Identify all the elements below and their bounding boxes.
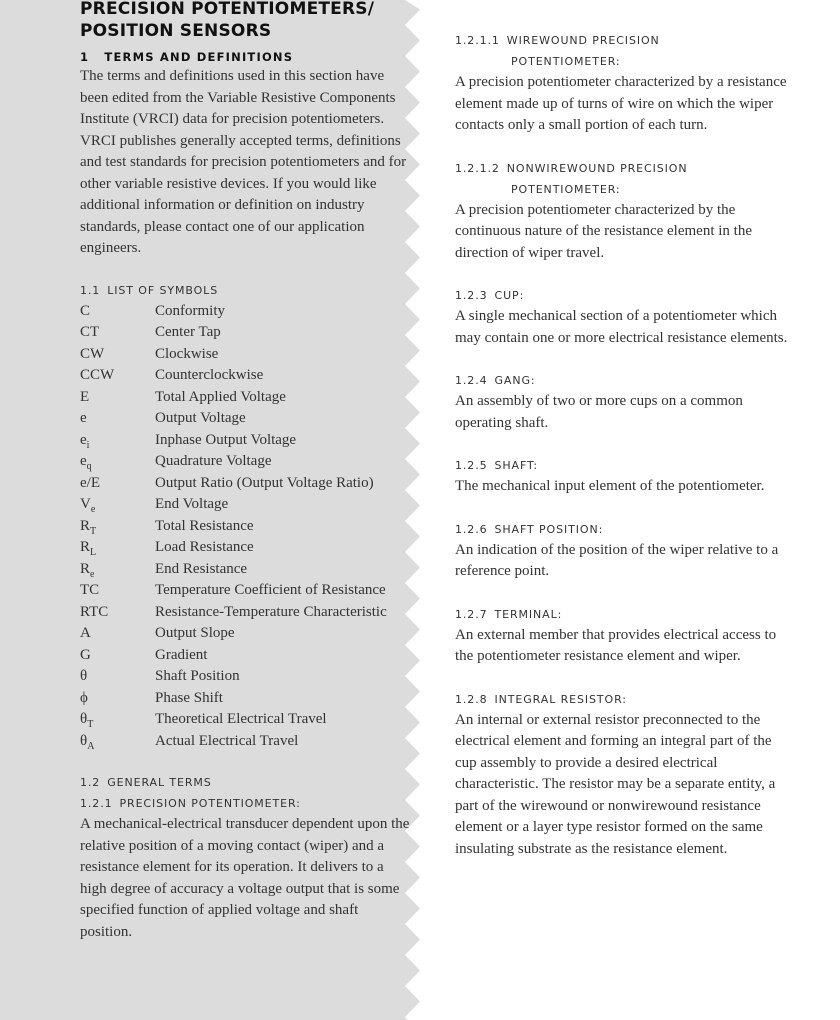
symbol: G [80, 646, 91, 663]
symbol: CCW [80, 367, 115, 383]
title-line-2: POSITION SENSORS [80, 21, 272, 41]
term-body: An internal or external resistor preconnected to the electrical element and forming an integral part of the cup assembly to provide a desired electrical characteristic. The resistor may be a separate entity, a part of the wirewound or nonwirewound resistance element or a layer type resistor formed on the same insulating substrate as the resistance element. [455, 711, 776, 857]
symbol-definition: Center Tap [155, 324, 221, 340]
symbol-definition: Total Applied Voltage [155, 388, 286, 405]
symbol-row [80, 516, 410, 538]
symbol-definition: Load Resistance [155, 539, 254, 555]
symbol-row [80, 666, 410, 688]
symbol-definition: Output Voltage [155, 410, 246, 426]
term-body: An external member that provides electrical access to the potentiometer resistance element and wiper. [455, 626, 777, 664]
document-title [80, 0, 410, 42]
symbol: E [80, 388, 90, 405]
term-block [455, 158, 790, 265]
term-block [455, 455, 790, 498]
symbol-definition: Phase Shift [155, 689, 223, 706]
term-heading: 1.2.8 INTEGRAL RESISTOR: [455, 692, 627, 706]
symbol-definition: Output Ratio (Output Voltage Ratio) [155, 474, 374, 491]
symbol-definition: Temperature Coefficient of Resistance [155, 582, 386, 598]
symbol-definition: Actual Electrical Travel [155, 732, 299, 749]
term-heading: 1.2.3 CUP: [455, 289, 525, 302]
term-body: A precision potentiometer characterized by a resistance element made up of turns of wire on which the wiper contacts only a small portion of each turn. [455, 74, 787, 133]
term-heading: 1.2.5 SHAFT: [455, 459, 539, 472]
symbol-row [80, 473, 410, 495]
term-block [455, 689, 790, 861]
symbol-row [80, 301, 410, 323]
symbol: $R_e$ [80, 560, 95, 580]
symbol: θ [80, 668, 88, 684]
section-title: TERMS AND DEFINITIONS [104, 50, 294, 64]
term-block [455, 604, 790, 668]
symbol-row [80, 580, 410, 602]
symbol: A [80, 625, 91, 641]
symbol: CW [80, 345, 105, 362]
symbol-row [80, 387, 410, 409]
symbol-definition: Total Resistance [155, 517, 254, 534]
left-column [80, 0, 410, 943]
symbol-row [80, 322, 410, 344]
symbol-row [80, 709, 410, 731]
term-body: An indication of the position of the wiper relative to a reference point. [455, 541, 779, 579]
symbol-row [80, 430, 410, 452]
term-body: An assembly of two or more cups on a common operating shaft. [455, 393, 743, 431]
symbol: $e_i$ [80, 431, 90, 451]
symbol: e/E [80, 474, 100, 491]
symbol: ϕ [80, 689, 88, 706]
symbol-definition: Resistance-Temperature Characteristic [155, 603, 387, 620]
symbol-definition: End Resistance [155, 560, 248, 577]
symbol-row [80, 365, 410, 387]
term-body-1-2-1: A mechanical-electrical transducer dependent upon the relative position of a moving contact (wiper) and a resistance element for its operation. It delivers to a high degree of accuracy a voltage output that is some specified function of applied voltage and shaft position. [80, 816, 410, 940]
symbol: CT [80, 324, 100, 340]
term-block [455, 370, 790, 434]
symbol-definition: Gradient [155, 646, 208, 663]
symbol: TC [80, 582, 100, 598]
term-body: A single mechanical section of a potentiometer which may contain one or more electrical resistance elements. [455, 308, 788, 346]
term-body: A precision potentiometer characterized by the continuous nature of the resistance element in the direction of wiper travel. [455, 201, 752, 261]
section-number: 1 [80, 50, 90, 64]
symbol-row [80, 537, 410, 559]
symbol-row [80, 623, 410, 645]
symbol-row [80, 451, 410, 473]
term-heading: 1.2.1.2 NONWIREWOUND PRECISION POTENTIOMETER: [455, 161, 688, 196]
section-1-heading [80, 49, 410, 65]
symbol-definition: Output Slope [155, 625, 235, 641]
symbol-definition: Clockwise [155, 345, 219, 362]
symbol: $R_L$ [80, 539, 97, 558]
symbol-row [80, 645, 410, 667]
symbol-definition: Theoretical Electrical Travel [155, 711, 327, 727]
symbol-definition: Shaft Position [155, 668, 240, 684]
symbol-definition: Conformity [155, 302, 225, 319]
right-column [455, 0, 790, 860]
term-heading: 1.2.7 TERMINAL: [455, 607, 563, 621]
symbol: RTC [80, 603, 109, 620]
symbol-row [80, 344, 410, 366]
symbol: $e_q$ [80, 453, 92, 472]
general-terms-heading: 1.2 GENERAL TERMS [80, 776, 212, 789]
symbol-definition: Inphase Output Voltage [155, 431, 297, 448]
symbol: $\theta_A$ [80, 732, 95, 752]
symbol-row [80, 602, 410, 624]
symbols-heading: 1.1 LIST OF SYMBOLS [80, 283, 219, 297]
symbol-row [80, 688, 410, 710]
term-heading-1-2-1: 1.2.1 PRECISION POTENTIOMETER: [80, 797, 301, 810]
symbol-row [80, 559, 410, 581]
symbol-definition: Counterclockwise [155, 367, 264, 383]
symbol-row [80, 408, 410, 430]
term-heading: 1.2.4 GANG: [455, 374, 536, 387]
symbol: $V_e$ [80, 496, 96, 515]
symbol: C [80, 302, 91, 319]
term-heading: 1.2.6 SHAFT POSITION: [455, 522, 604, 536]
term-block [455, 30, 790, 137]
symbol: $R_T$ [80, 517, 97, 537]
symbol: $\theta_T$ [80, 711, 94, 730]
term-block [455, 285, 790, 349]
intro-paragraph: The terms and definitions used in this section have been edited from the Variable Resistive Components Institute (VRCI) data for precision potentiometers. VRCI publishes generally accepted terms, definitions and test standards for precision potentiometers and for other variable resistive devices. If you would like additional information or definition on industry standards, please contact one of our application engineers. [80, 68, 407, 256]
symbol: e [80, 410, 87, 426]
symbol-row [80, 494, 410, 516]
symbol-row [80, 731, 410, 753]
symbol-definition: End Voltage [155, 496, 229, 512]
term-heading: 1.2.1.1 WIREWOUND PRECISION POTENTIOMETER: [455, 34, 660, 68]
symbols-list [80, 301, 410, 753]
term-body: The mechanical input element of the potentiometer. [455, 478, 765, 494]
term-block [455, 519, 790, 583]
title-line-1: PRECISION POTENTIOMETERS/ [80, 0, 375, 19]
symbol-definition: Quadrature Voltage [155, 453, 272, 469]
